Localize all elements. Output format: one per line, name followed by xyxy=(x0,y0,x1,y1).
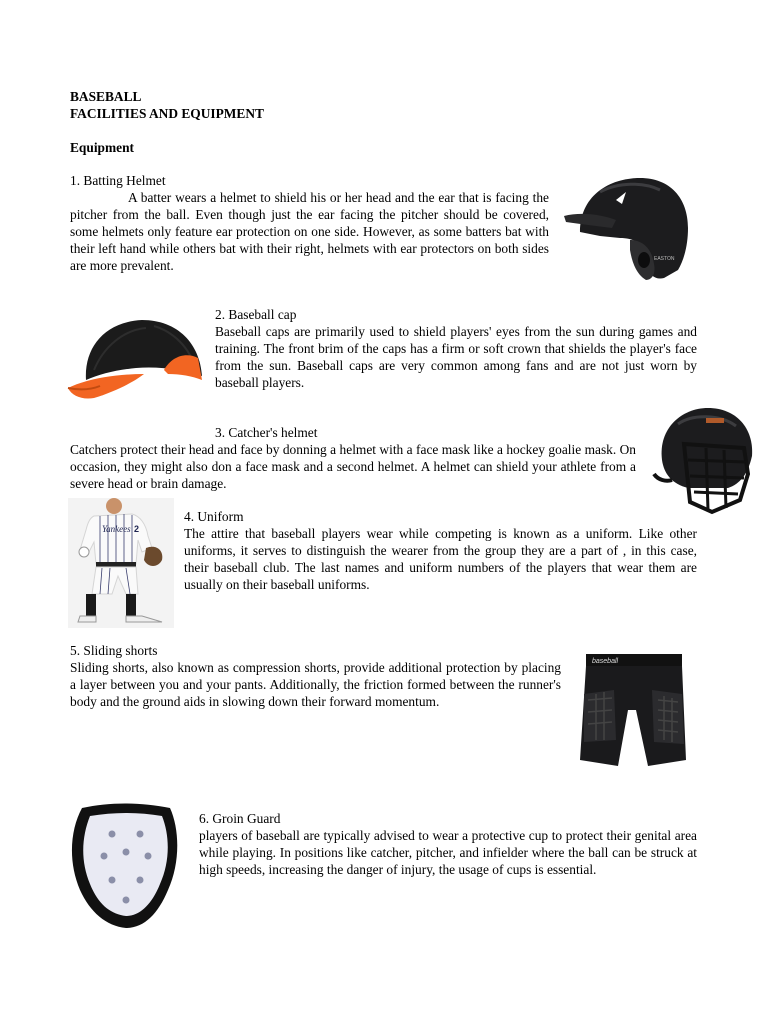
item-heading: 6. Groin Guard xyxy=(199,811,281,826)
item-heading: 2. Baseball cap xyxy=(215,307,297,322)
item-heading: 3. Catcher's helmet xyxy=(215,425,318,440)
jersey-number-text: 2 xyxy=(134,524,140,534)
section-heading: Equipment xyxy=(70,140,134,155)
item-batting-helmet xyxy=(70,172,549,274)
catchers-helmet-icon xyxy=(648,404,764,518)
helmet-brand-text: EASTON xyxy=(654,256,675,262)
item-text: Sliding shorts, also known as compression shorts, provide additional protection by placing a layer between you and your pants. Additionally, the friction formed between the runner's body and the ground aids in slowing down their forward momentum. xyxy=(70,660,561,709)
item-baseball-cap xyxy=(215,306,697,391)
sliding-shorts-icon xyxy=(574,650,692,774)
jersey-team-text: Yankees xyxy=(102,524,131,534)
batting-helmet-icon xyxy=(560,170,692,288)
uniform-player-icon xyxy=(68,498,174,628)
item-text: players of baseball are typically advised to wear a protective cup to protect their genital area while playing. In positions like catcher, pitcher, and infielder where the ball can be struck at high speeds, increasing the danger of injury, the usage of cups is essential. xyxy=(199,828,697,877)
baseball-cap-icon xyxy=(64,300,206,418)
item-text: A batter wears a helmet to shield his or her head and the ear that is facing the pitcher from the ball. Even though just the ear facing the pitcher should be covered, some helmets only feature ear protection on one side. However, as some batters bat with their left hand while others bat with their right, helmets with ear protectors on both sides are more prevalent. xyxy=(70,190,549,273)
item-text: The attire that baseball players wear while competing is known as a uniform. Like other uniforms, it serves to distinguish the wearer from the group they are a part of , in this case, their baseball club. The last names and uniform numbers of the players that wear them are usually on their baseball uniforms. xyxy=(184,526,697,592)
shorts-waistband-text: baseball xyxy=(592,658,619,665)
item-uniform xyxy=(184,508,697,593)
doc-title-line-2: FACILITIES AND EQUIPMENT xyxy=(70,106,264,121)
item-text: Catchers protect their head and face by donning a helmet with a face mask like a hockey goalie mask. On occasion, they might also don a face mask and a second helmet. A helmet can shield your athlete from a severe head or brain damage. xyxy=(70,442,636,491)
item-catchers-helmet xyxy=(70,424,636,492)
groin-guard-icon xyxy=(64,800,186,934)
item-heading: 5. Sliding shorts xyxy=(70,643,158,658)
item-heading: 4. Uniform xyxy=(184,509,244,524)
item-text: Baseball caps are primarily used to shield players' eyes from the sun during games and training. The front brim of the caps has a firm or soft crown that shields the player's face from the sun. Baseball caps are very common among fans and are not just worn by baseball players. xyxy=(215,324,697,390)
doc-title xyxy=(70,88,264,122)
item-heading: 1. Batting Helmet xyxy=(70,173,166,188)
item-groin-guard xyxy=(199,810,697,878)
item-sliding-shorts xyxy=(70,642,561,710)
doc-title-line-1: BASEBALL xyxy=(70,89,142,104)
